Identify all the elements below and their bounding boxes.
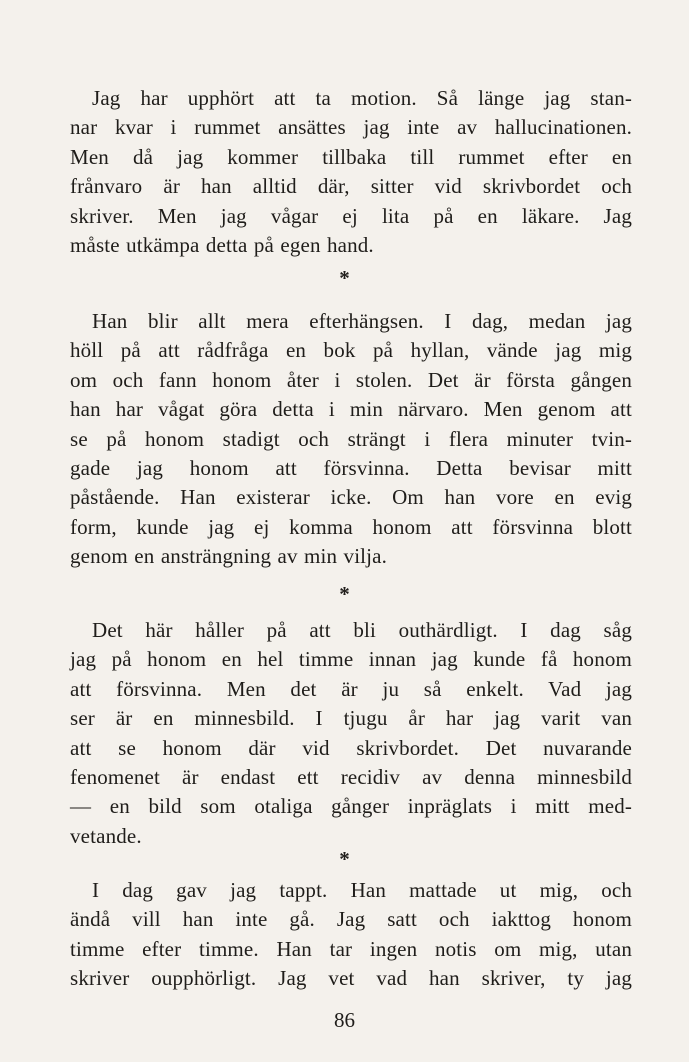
text-line: Jag har upphört att ta motion. Så länge jag stan- — [92, 86, 632, 110]
paragraph-2 — [70, 307, 632, 572]
text-line: jag på honom en hel timme innan jag kunde få honom — [70, 647, 632, 672]
text-line: skriver oupphörligt. Jag vet vad han skriver, ty jag — [70, 966, 632, 991]
text-line: Han blir allt mera efterhängsen. I dag, medan jag — [92, 309, 632, 333]
text-line: höll på att rådfråga en bok på hyllan, vände jag mig — [70, 338, 632, 363]
text-line: ändå vill han inte gå. Jag satt och iakttog honom — [70, 907, 632, 932]
text-line: skriver. Men jag vågar ej lita på en läkare. Jag — [70, 203, 632, 228]
text-line: Det här håller på att bli outhärdligt. I dag såg — [92, 618, 632, 642]
paragraph-3 — [70, 616, 632, 851]
text-line: timme efter timme. Han tar ingen notis om mig, utan — [70, 936, 632, 961]
text-line: I dag gav jag tappt. Han mattade ut mig, och — [92, 878, 632, 902]
text-line: att försvinna. Men det är ju så enkelt. Vad jag — [70, 676, 632, 701]
text-line: vetande. — [70, 823, 142, 848]
text-line: — en bild som otaliga gånger inpräglats i mitt med- — [70, 794, 632, 819]
text-line: form, kunde jag ej komma honom att försvinna blott — [70, 514, 632, 539]
text-line: ser är en minnesbild. I tjugu år har jag varit van — [70, 706, 632, 731]
section-separator: * — [339, 847, 350, 871]
text-line: att se honom där vid skrivbordet. Det nuvarande — [70, 735, 632, 760]
text-line: fenomenet är endast ett recidiv av denna minnesbild — [70, 764, 632, 789]
paragraph-1 — [70, 84, 632, 260]
text-line: om och fann honom åter i stolen. Det är första gången — [70, 367, 632, 392]
text-line: måste utkämpa detta på egen hand. — [70, 232, 374, 257]
text-line: se på honom stadigt och strängt i flera minuter tvin- — [70, 426, 632, 451]
paragraph-4 — [70, 876, 632, 994]
section-separator: * — [339, 582, 350, 606]
text-line: gade jag honom att försvinna. Detta bevisar mitt — [70, 455, 632, 480]
section-separator: * — [339, 266, 350, 290]
text-line: Men då jag kommer tillbaka till rummet efter en — [70, 144, 632, 169]
text-line: frånvaro är han alltid där, sitter vid skrivbordet och — [70, 174, 632, 199]
text-line: nar kvar i rummet ansättes jag inte av hallucinationen. — [70, 115, 632, 140]
text-line: genom en ansträngning av min vilja. — [70, 544, 388, 569]
text-line: han har vågat göra detta i min närvaro. Men genom att — [70, 397, 632, 422]
text-line: påstående. Han existerar icke. Om han vore en evig — [70, 485, 632, 510]
page-number: 86 — [334, 1008, 355, 1032]
